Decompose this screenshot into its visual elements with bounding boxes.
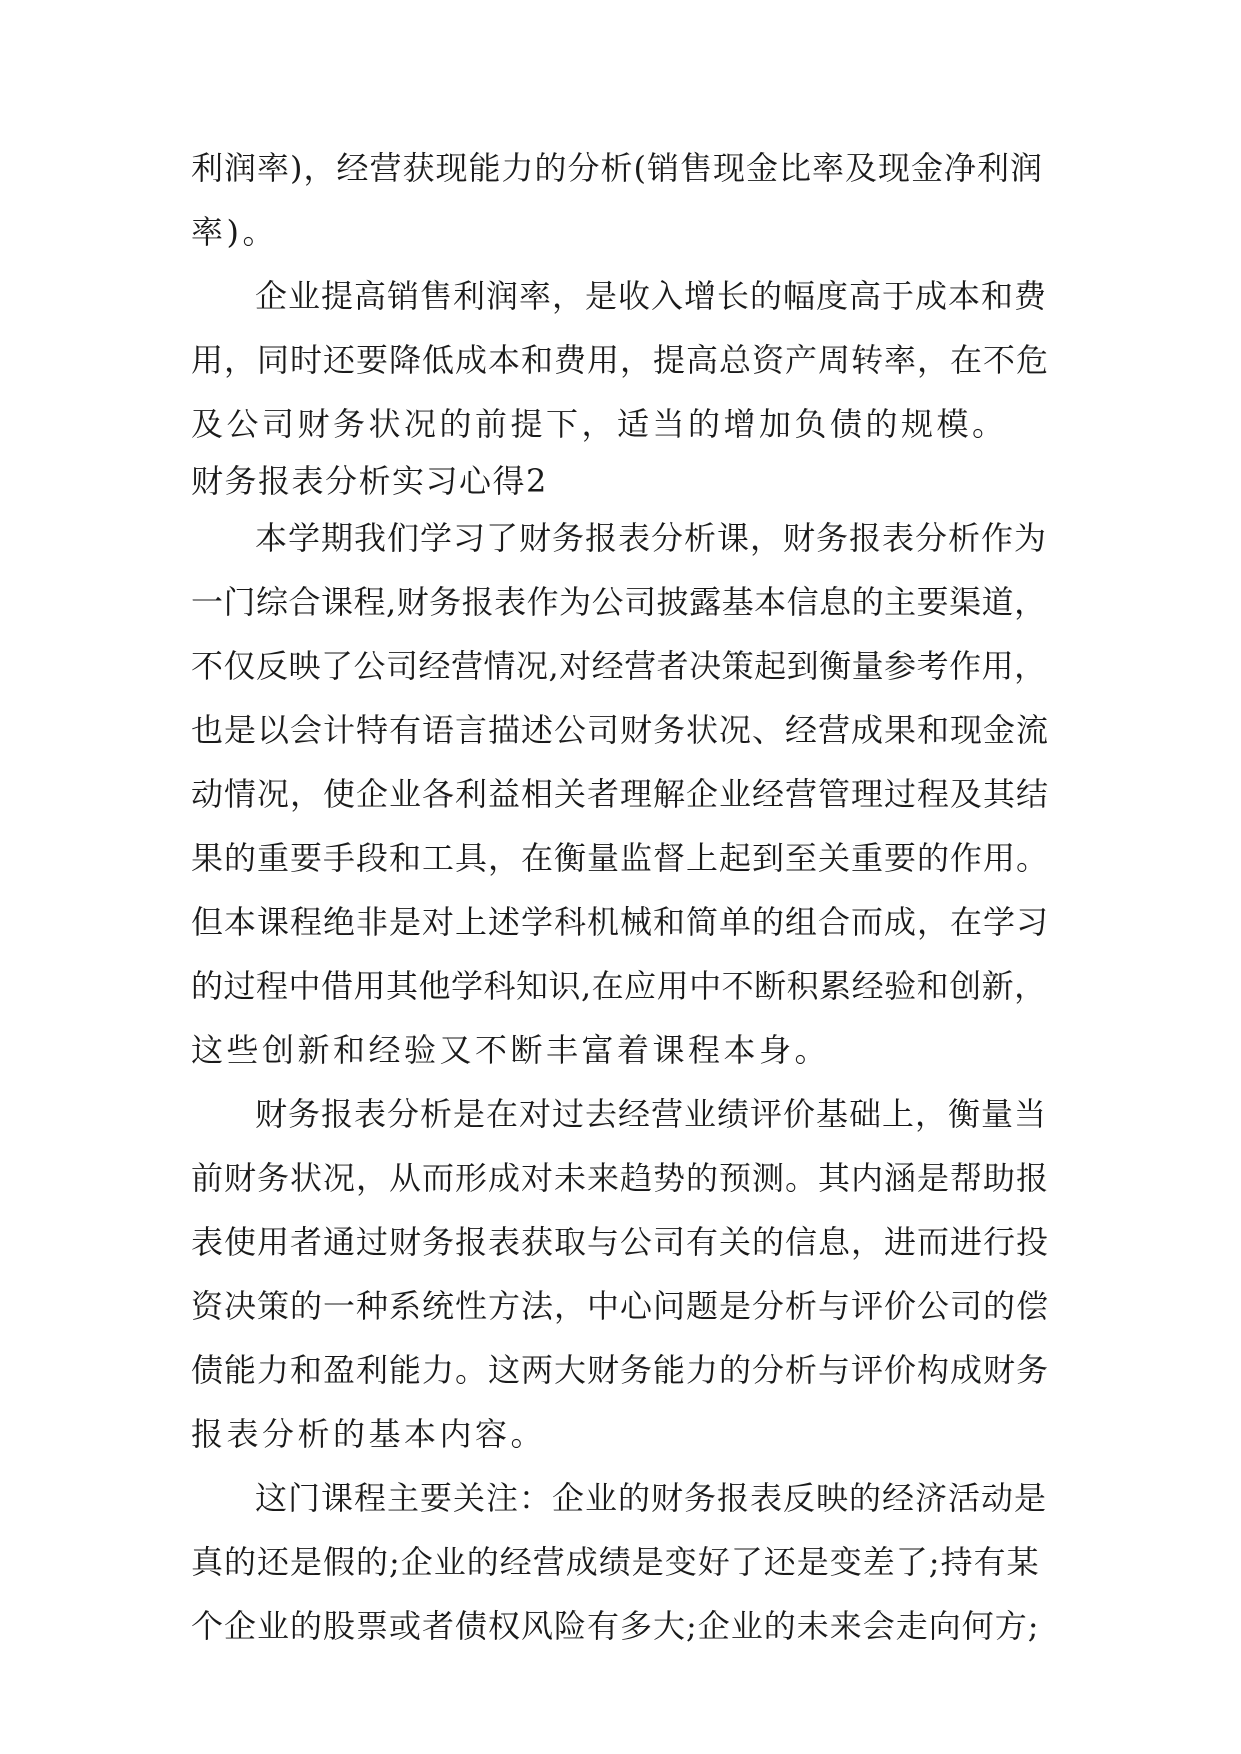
paragraph-line: 的过程中借用其他学科知识,在应用中不断积累经验和创新， — [191, 967, 1047, 1005]
paragraph-line: 但本课程绝非是对上述学科机械和简单的组合而成，在学习 — [191, 903, 1050, 941]
paragraph-line: 果的重要手段和工具，在衡量监督上起到至关重要的作用。 — [191, 839, 1050, 877]
paragraph-line: 用，同时还要降低成本和费用，提高总资产周转率，在不危 — [191, 341, 1050, 379]
paragraph-line: 前财务状况，从而形成对未来趋势的预测。其内涵是帮助报 — [191, 1159, 1050, 1197]
paragraph-line: 本学期我们学习了财务报表分析课，财务报表分析作为 — [255, 519, 1048, 557]
paragraph-line: 这门课程主要关注：企业的财务报表反映的经济活动是 — [255, 1479, 1048, 1517]
paragraph-line: 及公司财务状况的前提下，适当的增加负债的规模。 — [191, 405, 1008, 443]
paragraph-line: 率)。 — [191, 213, 278, 251]
paragraph-line: 企业提高销售利润率，是收入增长的幅度高于成本和费 — [255, 277, 1048, 315]
paragraph-line: 表使用者通过财务报表获取与公司有关的信息，进而进行投 — [191, 1223, 1050, 1261]
paragraph-line: 动情况，使企业各利益相关者理解企业经营管理过程及其结 — [191, 775, 1050, 813]
paragraph-line: 也是以会计特有语言描述公司财务状况、经营成果和现金流 — [191, 711, 1050, 749]
paragraph-line: 一门综合课程,财务报表作为公司披露基本信息的主要渠道， — [191, 583, 1047, 621]
paragraph-line: 这些创新和经验又不断丰富着课程本身。 — [191, 1031, 831, 1069]
paragraph-line: 财务报表分析是在对过去经营业绩评价基础上，衡量当 — [255, 1095, 1048, 1133]
paragraph-line: 资决策的一种系统性方法，中心问题是分析与评价公司的偿 — [191, 1287, 1050, 1325]
paragraph-line: 真的还是假的;企业的经营成绩是变好了还是变差了;持有某 — [191, 1543, 1040, 1581]
paragraph-line: 报表分析的基本内容。 — [191, 1415, 547, 1453]
section-heading: 财务报表分析实习心得2 — [191, 462, 548, 500]
paragraph-line: 个企业的股票或者债权风险有多大;企业的未来会走向何方; — [191, 1607, 1040, 1645]
paragraph-line: 利润率)，经营获现能力的分析(销售现金比率及现金净利润 — [191, 149, 1043, 187]
paragraph-line: 不仅反映了公司经营情况,对经营者决策起到衡量参考作用， — [191, 647, 1047, 685]
paragraph-line: 债能力和盈利能力。这两大财务能力的分析与评价构成财务 — [191, 1351, 1050, 1389]
